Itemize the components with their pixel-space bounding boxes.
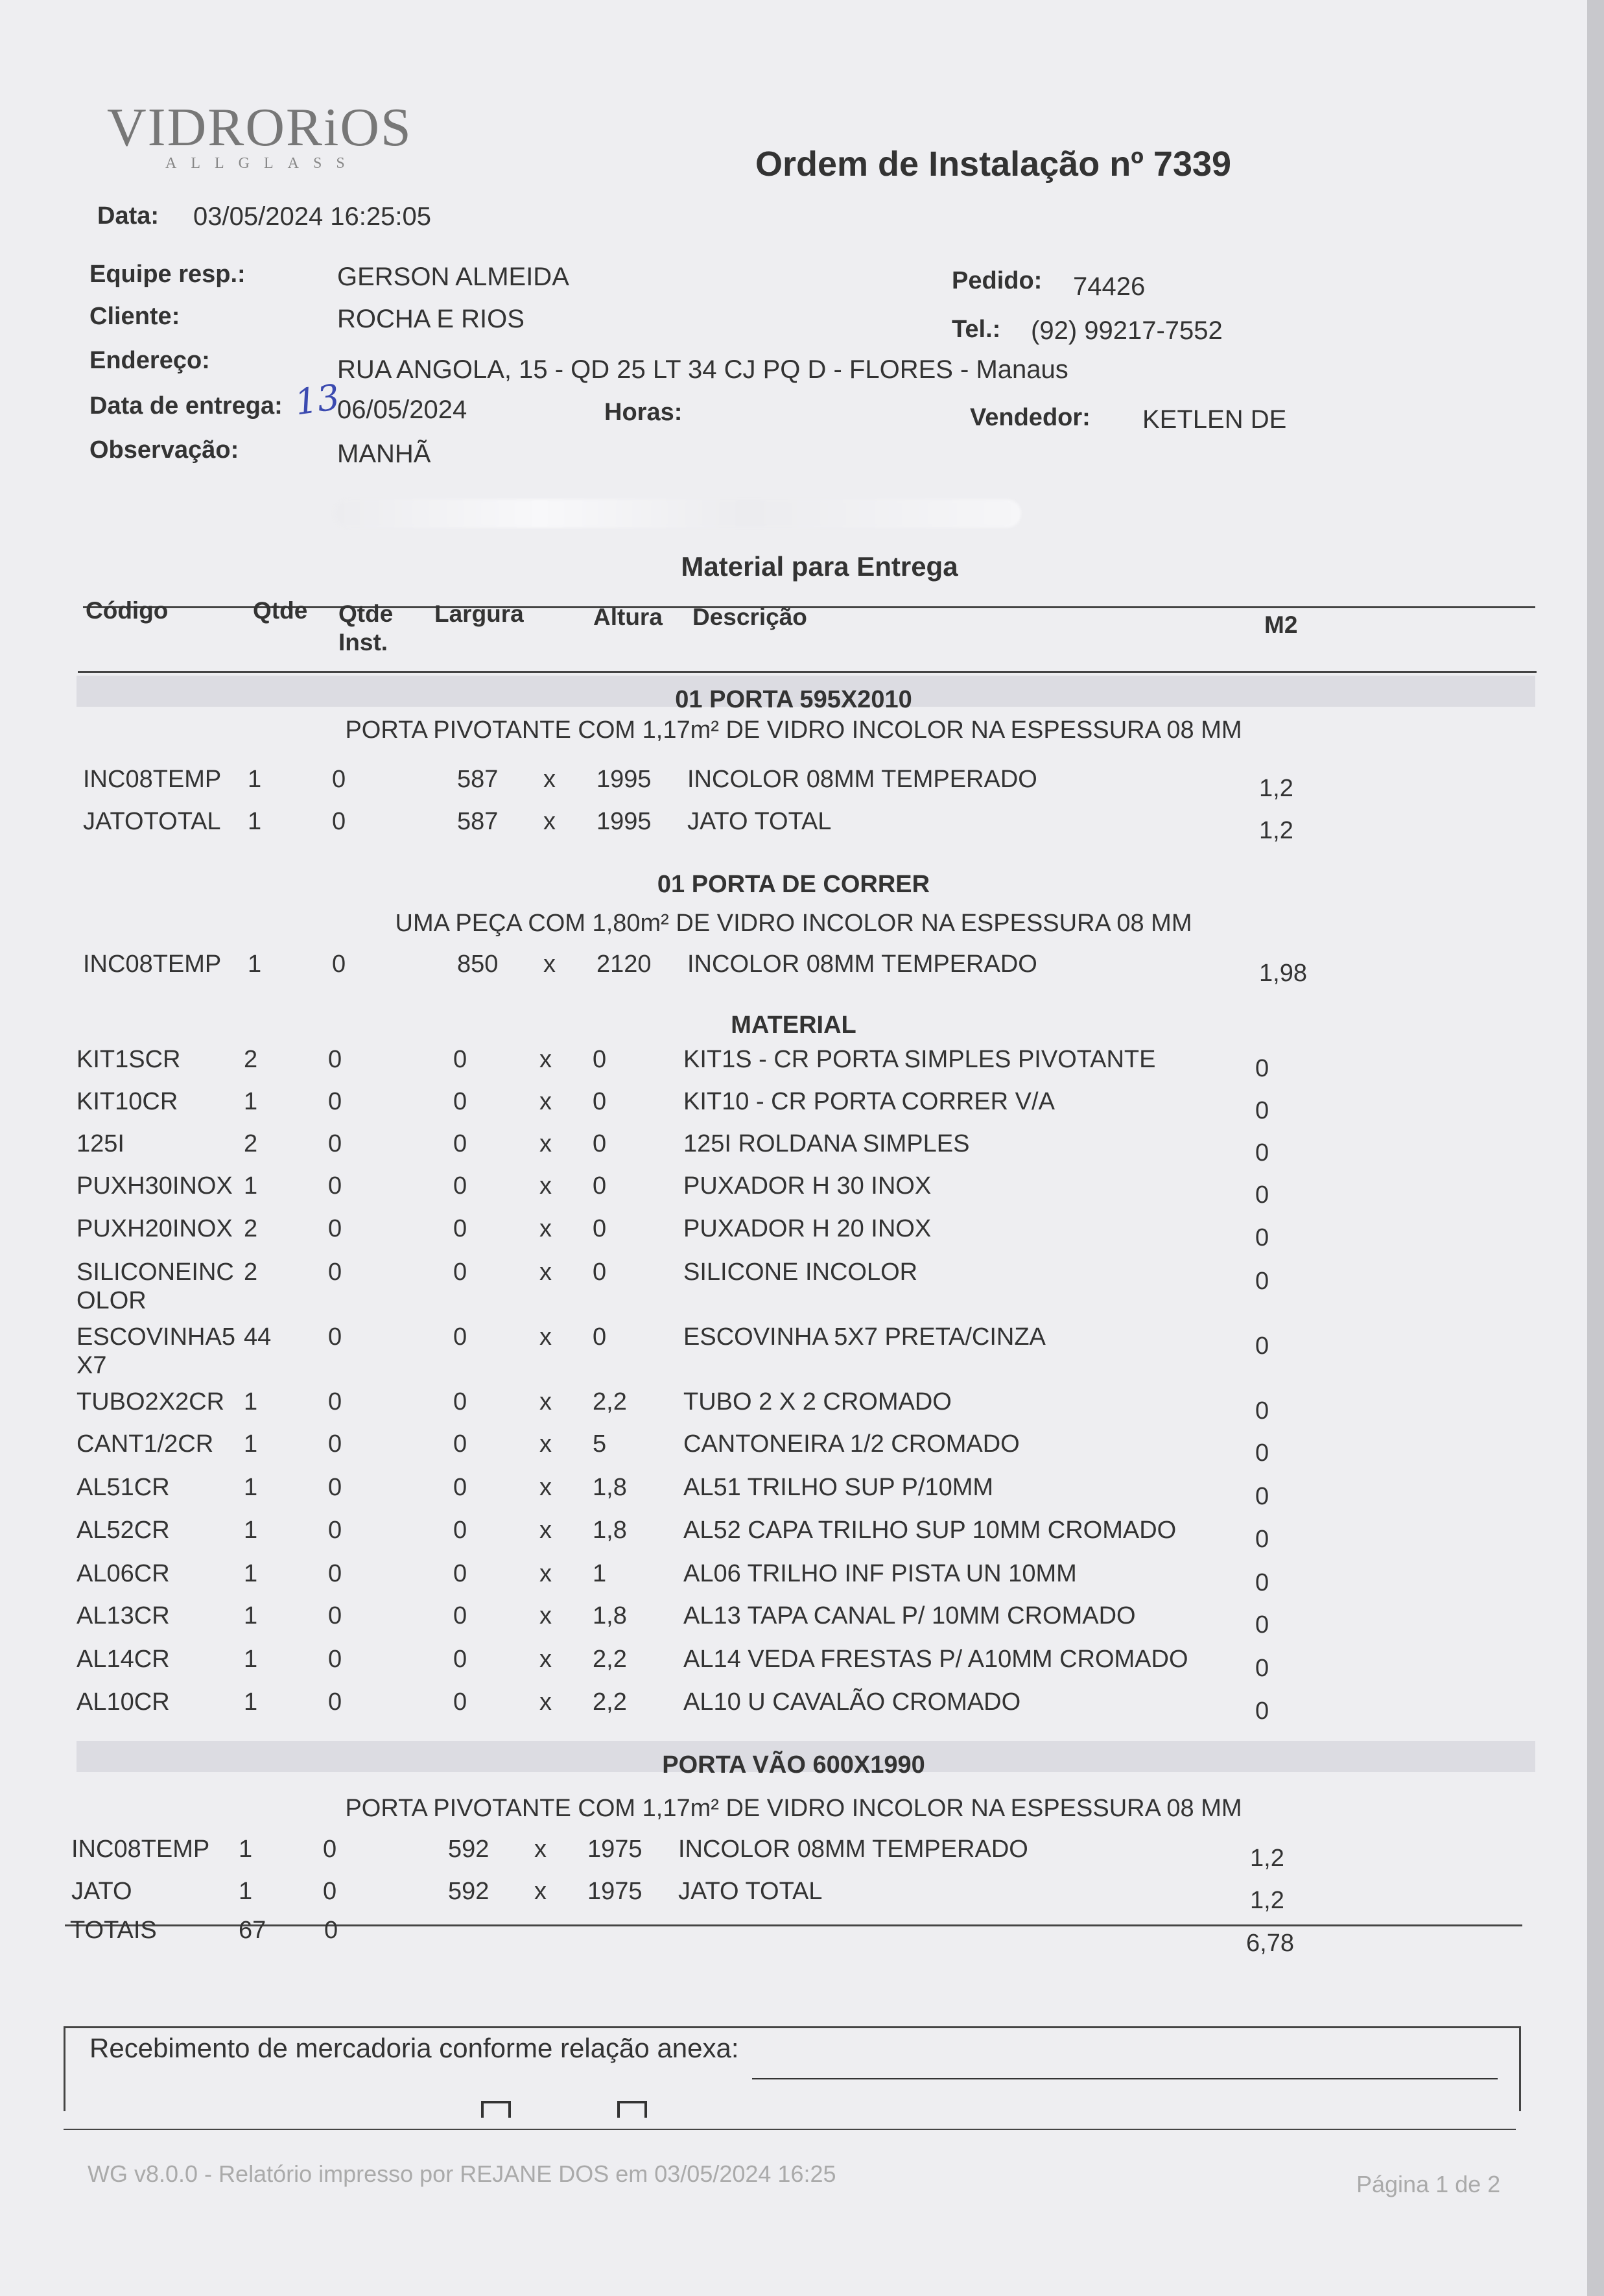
cell-larg: 0 — [453, 1474, 467, 1501]
cell-larg: 0 — [453, 1560, 467, 1587]
cell-m2: 1,2 — [1250, 1887, 1284, 1914]
cell-x: x — [539, 1560, 552, 1587]
cell-code: ESCOVINHA5 X7 — [77, 1323, 235, 1379]
cell-code: PUXH20INOX — [77, 1215, 233, 1242]
col-largura: Largura — [434, 600, 524, 627]
table-row — [0, 807, 1587, 853]
group-note: UMA PEÇA COM 1,80m² DE VIDRO INCOLOR NA ESPESSURA 08 MM — [395, 910, 1192, 937]
cell-qtde: 1 — [248, 808, 262, 835]
cell-larg: 0 — [453, 1688, 467, 1716]
cell-inst: 0 — [328, 1046, 342, 1073]
cell-desc: AL10 U CAVALÃO CROMADO — [683, 1688, 1021, 1716]
group-title: 01 PORTA DE CORRER — [657, 871, 930, 898]
cell-alt: 0 — [593, 1130, 607, 1157]
cell-qtde: 1 — [244, 1088, 258, 1115]
cell-inst: 0 — [328, 1323, 342, 1351]
cell-x: x — [539, 1602, 552, 1629]
cell-x: x — [539, 1688, 552, 1716]
cell-desc: TUBO 2 X 2 CROMADO — [683, 1388, 952, 1415]
cell-desc: AL51 TRILHO SUP P/10MM — [683, 1474, 994, 1501]
table-row — [0, 1516, 1587, 1561]
cell-code: PUXH30INOX — [77, 1172, 233, 1200]
cell-qtde: 44 — [244, 1323, 272, 1351]
group-title: MATERIAL — [731, 1012, 856, 1039]
cell-qtde: 1 — [244, 1474, 258, 1501]
cell-m2: 1,2 — [1259, 775, 1293, 802]
table-row — [0, 1130, 1587, 1175]
totals-inst: 0 — [324, 1917, 338, 1944]
cell-m2: 1,2 — [1250, 1845, 1284, 1872]
cell-alt: 0 — [593, 1046, 607, 1073]
cell-x: x — [539, 1430, 552, 1458]
tel-label: Tel.: — [952, 316, 1001, 343]
logo-main-text: VIDRORiOS — [107, 97, 412, 158]
cell-alt: 2,2 — [593, 1646, 627, 1673]
cell-qtde: 1 — [244, 1517, 258, 1544]
group-note: PORTA PIVOTANTE COM 1,17m² DE VIDRO INCOLOR NA ESPESSURA 08 MM — [345, 1795, 1242, 1822]
cell-desc: INCOLOR 08MM TEMPERADO — [678, 1836, 1028, 1863]
cell-qtde: 2 — [244, 1130, 258, 1157]
cell-larg: 0 — [453, 1388, 467, 1415]
footer-rule — [64, 2129, 1516, 2130]
cell-x: x — [539, 1046, 552, 1073]
table-row — [0, 1388, 1587, 1433]
cell-larg: 587 — [457, 766, 499, 793]
receipt-checkbox-2[interactable] — [617, 2101, 647, 2118]
cell-code: AL10CR — [77, 1688, 170, 1716]
cell-alt: 1 — [593, 1560, 607, 1587]
endereco-label: Endereço: — [89, 347, 210, 374]
cell-inst: 0 — [328, 1172, 342, 1200]
data-value: 03/05/2024 16:25:05 — [193, 202, 432, 231]
cell-qtde: 2 — [244, 1046, 258, 1073]
document-title: Ordem de Instalação nº 7339 — [755, 145, 1232, 183]
cell-alt: 5 — [593, 1430, 607, 1458]
col-qtde-inst: Qtde Inst. — [338, 600, 394, 656]
cell-alt: 0 — [593, 1259, 607, 1286]
table-row — [0, 1602, 1587, 1647]
group-title: PORTA VÃO 600X1990 — [662, 1751, 925, 1779]
paper-edge — [1587, 0, 1604, 2296]
col-qtde: Qtde — [253, 597, 308, 624]
cell-m2: 0 — [1255, 1332, 1269, 1360]
cell-alt: 2120 — [596, 951, 652, 978]
cell-alt: 1975 — [587, 1836, 643, 1863]
cell-inst: 0 — [328, 1474, 342, 1501]
cell-larg: 0 — [453, 1046, 467, 1073]
cell-qtde: 1 — [244, 1602, 258, 1629]
cell-inst: 0 — [328, 1646, 342, 1673]
cell-alt: 1975 — [587, 1878, 643, 1905]
footer-page-number: Página 1 de 2 — [1356, 2171, 1501, 2197]
cell-desc: JATO TOTAL — [687, 808, 832, 835]
cell-inst: 0 — [328, 1602, 342, 1629]
cell-inst: 0 — [328, 1259, 342, 1286]
header-bottom-rule — [78, 671, 1537, 673]
cell-code: AL14CR — [77, 1646, 170, 1673]
cell-inst: 0 — [328, 1688, 342, 1716]
cell-x: x — [543, 766, 556, 793]
company-logo — [107, 96, 412, 172]
cell-m2: 0 — [1255, 1139, 1269, 1166]
table-row — [0, 950, 1587, 995]
cell-x: x — [539, 1323, 552, 1351]
cell-desc: ESCOVINHA 5X7 PRETA/CINZA — [683, 1323, 1046, 1351]
redacted-observation — [334, 499, 1021, 528]
vendedor-value: KETLEN DE — [1142, 405, 1287, 434]
cell-code: JATO — [71, 1878, 132, 1905]
cell-alt: 0 — [593, 1088, 607, 1115]
cell-qtde: 2 — [244, 1215, 258, 1242]
cell-code: 125I — [77, 1130, 124, 1157]
totals-label: TOTAIS — [70, 1917, 157, 1944]
cell-x: x — [539, 1215, 552, 1242]
table-row — [0, 1430, 1587, 1475]
cell-inst: 0 — [332, 808, 346, 835]
cell-x: x — [534, 1836, 547, 1863]
cell-desc: AL06 TRILHO INF PISTA UN 10MM — [683, 1560, 1077, 1587]
cell-code: INC08TEMP — [83, 766, 222, 793]
cell-inst: 0 — [328, 1215, 342, 1242]
cell-x: x — [543, 951, 556, 978]
cell-m2: 0 — [1255, 1526, 1269, 1553]
cell-m2: 0 — [1255, 1181, 1269, 1209]
totals-m2: 6,78 — [1246, 1930, 1294, 1957]
cell-qtde: 2 — [244, 1259, 258, 1286]
cell-desc: KIT10 - CR PORTA CORRER V/A — [683, 1088, 1055, 1115]
col-descricao: Descrição — [692, 604, 807, 630]
table-row — [0, 1645, 1587, 1690]
cell-desc: 125I ROLDANA SIMPLES — [683, 1130, 970, 1157]
cell-qtde: 1 — [239, 1878, 253, 1905]
cell-code: INC08TEMP — [71, 1836, 210, 1863]
cell-alt: 1995 — [596, 808, 652, 835]
cell-code: CANT1/2CR — [77, 1430, 214, 1458]
cell-qtde: 1 — [244, 1172, 258, 1200]
cell-inst: 0 — [332, 951, 346, 978]
cell-inst: 0 — [323, 1878, 337, 1905]
cell-larg: 587 — [457, 808, 499, 835]
cell-alt: 1,8 — [593, 1602, 627, 1629]
cell-m2: 0 — [1255, 1224, 1269, 1251]
table-row — [0, 1323, 1587, 1379]
cell-x: x — [539, 1388, 552, 1415]
cell-larg: 0 — [453, 1130, 467, 1157]
table-row — [0, 1835, 1587, 1880]
cell-m2: 0 — [1255, 1569, 1269, 1596]
cell-desc: JATO TOTAL — [678, 1878, 823, 1905]
cell-desc: AL52 CAPA TRILHO SUP 10MM CROMADO — [683, 1517, 1177, 1544]
table-row — [0, 1172, 1587, 1217]
table-row — [0, 1214, 1587, 1260]
cell-inst: 0 — [328, 1560, 342, 1587]
receipt-signature-line — [752, 2078, 1498, 2079]
cliente-value: ROCHA E RIOS — [337, 305, 525, 333]
cell-desc: PUXADOR H 30 INOX — [683, 1172, 932, 1200]
cell-x: x — [539, 1646, 552, 1673]
equipe-label: Equipe resp.: — [89, 261, 246, 288]
cell-larg: 592 — [448, 1878, 489, 1905]
cell-desc: AL13 TAPA CANAL P/ 10MM CROMADO — [683, 1602, 1136, 1629]
cell-qtde: 1 — [248, 951, 262, 978]
tel-value: (92) 99217-7552 — [1031, 316, 1223, 345]
cell-m2: 0 — [1255, 1097, 1269, 1124]
cliente-label: Cliente: — [89, 303, 180, 330]
cell-alt: 0 — [593, 1215, 607, 1242]
group-title: 01 PORTA 595X2010 — [675, 686, 912, 713]
observacao-value: MANHÃ — [337, 440, 431, 468]
cell-m2: 0 — [1255, 1655, 1269, 1682]
cell-x: x — [539, 1130, 552, 1157]
cell-desc: INCOLOR 08MM TEMPERADO — [687, 766, 1037, 793]
cell-m2: 0 — [1255, 1397, 1269, 1425]
cell-desc: INCOLOR 08MM TEMPERADO — [687, 951, 1037, 978]
receipt-text: Recebimento de mercadoria conforme relação anexa: — [89, 2033, 739, 2063]
cell-code: AL51CR — [77, 1474, 170, 1501]
cell-alt: 2,2 — [593, 1688, 627, 1716]
cell-alt: 1,8 — [593, 1474, 627, 1501]
section-title: Material para Entrega — [681, 551, 958, 582]
cell-qtde: 1 — [244, 1688, 258, 1716]
cell-desc: SILICONE INCOLOR — [683, 1259, 918, 1286]
cell-larg: 592 — [448, 1836, 489, 1863]
col-m2: M2 — [1264, 611, 1298, 638]
cell-larg: 0 — [453, 1088, 467, 1115]
table-row — [0, 1559, 1587, 1605]
cell-qtde: 1 — [244, 1560, 258, 1587]
table-row — [0, 1258, 1587, 1314]
footer-print-info: WG v8.0.0 - Relatório impresso por REJANE DOS em 03/05/2024 16:25 — [88, 2160, 836, 2187]
entrega-label: Data de entrega: — [89, 392, 283, 420]
cell-x: x — [534, 1878, 547, 1905]
equipe-value: GERSON ALMEIDA — [337, 263, 569, 291]
cell-larg: 0 — [453, 1430, 467, 1458]
cell-code: INC08TEMP — [83, 951, 222, 978]
table-row — [0, 1087, 1587, 1133]
cell-inst: 0 — [332, 766, 346, 793]
cell-x: x — [543, 808, 556, 835]
cell-code: AL52CR — [77, 1517, 170, 1544]
cell-alt: 0 — [593, 1172, 607, 1200]
observacao-label: Observação: — [89, 436, 239, 464]
table-row — [0, 1473, 1587, 1519]
cell-larg: 0 — [453, 1259, 467, 1286]
cell-larg: 850 — [457, 951, 499, 978]
cell-larg: 0 — [453, 1323, 467, 1351]
totals-row — [0, 1916, 1587, 1961]
cell-larg: 0 — [453, 1602, 467, 1629]
cell-code: KIT10CR — [77, 1088, 178, 1115]
cell-code: AL06CR — [77, 1560, 170, 1587]
cell-m2: 0 — [1255, 1268, 1269, 1295]
col-codigo: Código — [86, 597, 169, 624]
data-label: Data: — [97, 202, 159, 230]
cell-desc: CANTONEIRA 1/2 CROMADO — [683, 1430, 1020, 1458]
cell-x: x — [539, 1474, 552, 1501]
cell-larg: 0 — [453, 1172, 467, 1200]
cell-code: KIT1SCR — [77, 1046, 181, 1073]
cell-larg: 0 — [453, 1646, 467, 1673]
endereco-value: RUA ANGOLA, 15 - QD 25 LT 34 CJ PQ D - FLORES - Manaus — [337, 355, 1068, 384]
cell-qtde: 1 — [244, 1646, 258, 1673]
pedido-label: Pedido: — [952, 267, 1043, 294]
cell-inst: 0 — [328, 1130, 342, 1157]
cell-qtde: 1 — [248, 766, 262, 793]
group-note: PORTA PIVOTANTE COM 1,17m² DE VIDRO INCOLOR NA ESPESSURA 08 MM — [345, 716, 1242, 744]
cell-m2: 0 — [1255, 1698, 1269, 1725]
cell-code: JATOTOTAL — [83, 808, 221, 835]
cell-x: x — [539, 1259, 552, 1286]
cell-alt: 0 — [593, 1323, 607, 1351]
cell-inst: 0 — [328, 1517, 342, 1544]
table-row — [0, 1688, 1587, 1733]
cell-inst: 0 — [328, 1388, 342, 1415]
receipt-checkbox-1[interactable] — [481, 2101, 511, 2118]
pedido-value: 74426 — [1073, 272, 1146, 301]
cell-larg: 0 — [453, 1517, 467, 1544]
cell-x: x — [539, 1088, 552, 1115]
vendedor-label: Vendedor: — [970, 404, 1091, 431]
cell-x: x — [539, 1172, 552, 1200]
cell-m2: 0 — [1255, 1055, 1269, 1082]
cell-alt: 1995 — [596, 766, 652, 793]
cell-m2: 1,2 — [1259, 817, 1293, 844]
cell-m2: 0 — [1255, 1611, 1269, 1639]
cell-code: AL13CR — [77, 1602, 170, 1629]
table-row — [0, 765, 1587, 811]
cell-m2: 0 — [1255, 1439, 1269, 1467]
cell-larg: 0 — [453, 1215, 467, 1242]
cell-qtde: 1 — [239, 1836, 253, 1863]
cell-m2: 0 — [1255, 1483, 1269, 1510]
col-altura: Altura — [593, 604, 663, 630]
cell-x: x — [539, 1517, 552, 1544]
cell-code: TUBO2X2CR — [77, 1388, 225, 1415]
horas-label: Horas: — [604, 399, 683, 426]
cell-inst: 0 — [328, 1430, 342, 1458]
cell-desc: PUXADOR H 20 INOX — [683, 1215, 932, 1242]
cell-m2: 1,98 — [1259, 960, 1307, 987]
cell-qtde: 1 — [244, 1430, 258, 1458]
totals-qtde: 67 — [239, 1917, 266, 1944]
cell-desc: KIT1S - CR PORTA SIMPLES PIVOTANTE — [683, 1046, 1156, 1073]
table-row — [0, 1045, 1587, 1091]
cell-qtde: 1 — [244, 1388, 258, 1415]
logo-sub-text: ALLGLASS — [165, 155, 359, 172]
cell-inst: 0 — [323, 1836, 337, 1863]
entrega-value: 06/05/2024 — [337, 396, 467, 424]
cell-alt: 1,8 — [593, 1517, 627, 1544]
cell-inst: 0 — [328, 1088, 342, 1115]
handwritten-date-correction: 13 — [292, 376, 342, 423]
cell-desc: AL14 VEDA FRESTAS P/ A10MM CROMADO — [683, 1646, 1188, 1673]
cell-code: SILICONEINC OLOR — [77, 1259, 234, 1314]
cell-alt: 2,2 — [593, 1388, 627, 1415]
